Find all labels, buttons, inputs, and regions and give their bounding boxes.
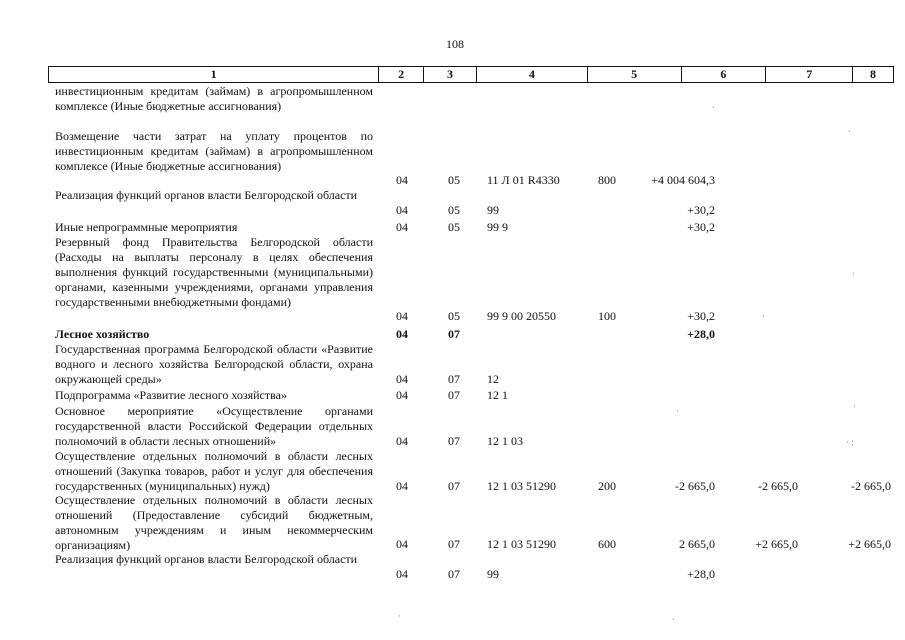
cell-amount-6: +4 004 604,3 (651, 173, 715, 187)
cell-target-code: 12 1 03 51290 (487, 537, 556, 551)
cell-section: 04 (396, 220, 408, 234)
cell-subsection: 07 (448, 537, 460, 551)
row-name: Лесное хозяйство (55, 327, 150, 341)
cell-amount-6: +28,0 (687, 567, 715, 581)
cell-section: 04 (396, 434, 408, 448)
cell-amount-6: -2 665,0 (675, 479, 715, 493)
cell-expense-type: 200 (598, 479, 616, 493)
row-name: Подпрограмма «Развитие лесного хозяйства» (55, 388, 287, 402)
cell-section: 04 (396, 173, 408, 187)
row-name: инвестиционным кредитам (займам) в агропромышленном комплексе (Иные бюджетные ассигнования) (55, 84, 373, 113)
row-name: Реализация функций органов власти Белгородской области (55, 188, 358, 202)
table-header (48, 66, 894, 83)
cell-amount-6: +28,0 (687, 327, 715, 341)
cell-amount-7: +2 665,0 (755, 537, 798, 551)
scan-speck: · (852, 269, 855, 279)
cell-amount-8: -2 665,0 (851, 479, 891, 493)
scan-speck: · (398, 611, 401, 621)
column-header-6: 6 (682, 67, 767, 82)
row-name: Реализация функций органов власти Белгородской области (55, 552, 358, 566)
cell-amount-6: +30,2 (687, 220, 715, 234)
row-name: Государственная программа Белгородской области «Развитие водного и лесного хозяйства Белгородской области, охрана окружающей среды» (55, 342, 373, 386)
cell-subsection: 07 (448, 388, 460, 402)
scan-speck: · (676, 406, 679, 416)
scan-speck: · (672, 614, 675, 624)
cell-section: 04 (396, 567, 408, 581)
cell-section: 04 (396, 372, 408, 386)
cell-target-code: 12 1 (487, 388, 508, 402)
cell-expense-type: 800 (598, 173, 616, 187)
row-name: Осуществление отдельных полномочий в области лесных отношений (Предоставление субсидий бюджетным, автономным учреждениям и иным некоммерческим организациям) (55, 493, 373, 552)
column-header-8: 8 (870, 67, 877, 81)
cell-subsection: 05 (448, 309, 460, 323)
column-header-5: 5 (588, 67, 682, 82)
cell-subsection: 07 (448, 434, 460, 448)
cell-target-code: 99 9 (487, 220, 508, 234)
scan-speck: · (848, 126, 851, 136)
cell-subsection: 05 (448, 203, 460, 217)
cell-subsection: 05 (448, 173, 460, 187)
cell-amount-8: +2 665,0 (848, 537, 891, 551)
cell-amount-6: +30,2 (687, 309, 715, 323)
cell-section: 04 (396, 479, 408, 493)
row-name: Основное мероприятие «Осуществление органами государственной власти Российской Федерации отдельных полномочий в области лесных отношений» (55, 404, 373, 448)
column-header-4: 4 (477, 67, 588, 82)
cell-expense-type: 600 (598, 537, 616, 551)
cell-amount-6: +30,2 (687, 203, 715, 217)
cell-section: 04 (396, 203, 408, 217)
cell-section: 04 (396, 327, 408, 341)
cell-section: 04 (396, 309, 408, 323)
cell-amount-7: -2 665,0 (758, 479, 798, 493)
scan-speck: · (853, 401, 856, 411)
cell-subsection: 07 (448, 479, 460, 493)
column-header-1: 1 (49, 67, 379, 82)
cell-amount-6: 2 665,0 (679, 537, 715, 551)
cell-target-code: 99 (487, 203, 499, 217)
column-header-7: 7 (766, 67, 853, 82)
cell-target-code: 12 (487, 372, 499, 386)
row-name: Иные непрограммные мероприятия (55, 220, 238, 234)
column-header-3: 3 (424, 67, 477, 82)
page-number: 108 (446, 37, 464, 51)
row-name: Осуществление отдельных полномочий в области лесных отношений (Закупка товаров, работ и услуг для обеспечения государственных (муниципальных) нужд) (55, 449, 373, 493)
cell-target-code: 99 (487, 567, 499, 581)
cell-section: 04 (396, 537, 408, 551)
scan-speck: · (712, 102, 715, 112)
cell-target-code: 12 1 03 51290 (487, 479, 556, 493)
cell-subsection: 07 (448, 567, 460, 581)
cell-section: 04 (396, 388, 408, 402)
cell-subsection: 05 (448, 220, 460, 234)
cell-subsection: 07 (448, 327, 460, 341)
scan-speck: · (762, 311, 765, 321)
row-name: Резервный фонд Правительства Белгородской области (Расходы на выплаты персоналу в целях обеспечения выполнения функций государственными (муниципальными) органами, казенными учреждениями, органами управления государственными внебюджетными фондами) (55, 235, 373, 309)
scan-speck: · : (846, 437, 854, 447)
cell-subsection: 07 (448, 372, 460, 386)
cell-expense-type: 100 (598, 309, 616, 323)
cell-target-code: 12 1 03 (487, 434, 523, 448)
row-name: Возмещение части затрат на уплату процентов по инвестиционным кредитам (займам) в агропромышленном комплексе (Иные бюджетные ассигнования) (55, 129, 373, 173)
cell-target-code: 11 Л 01 R4330 (487, 173, 560, 187)
cell-target-code: 99 9 00 20550 (487, 309, 556, 323)
column-header-2: 2 (379, 67, 424, 82)
